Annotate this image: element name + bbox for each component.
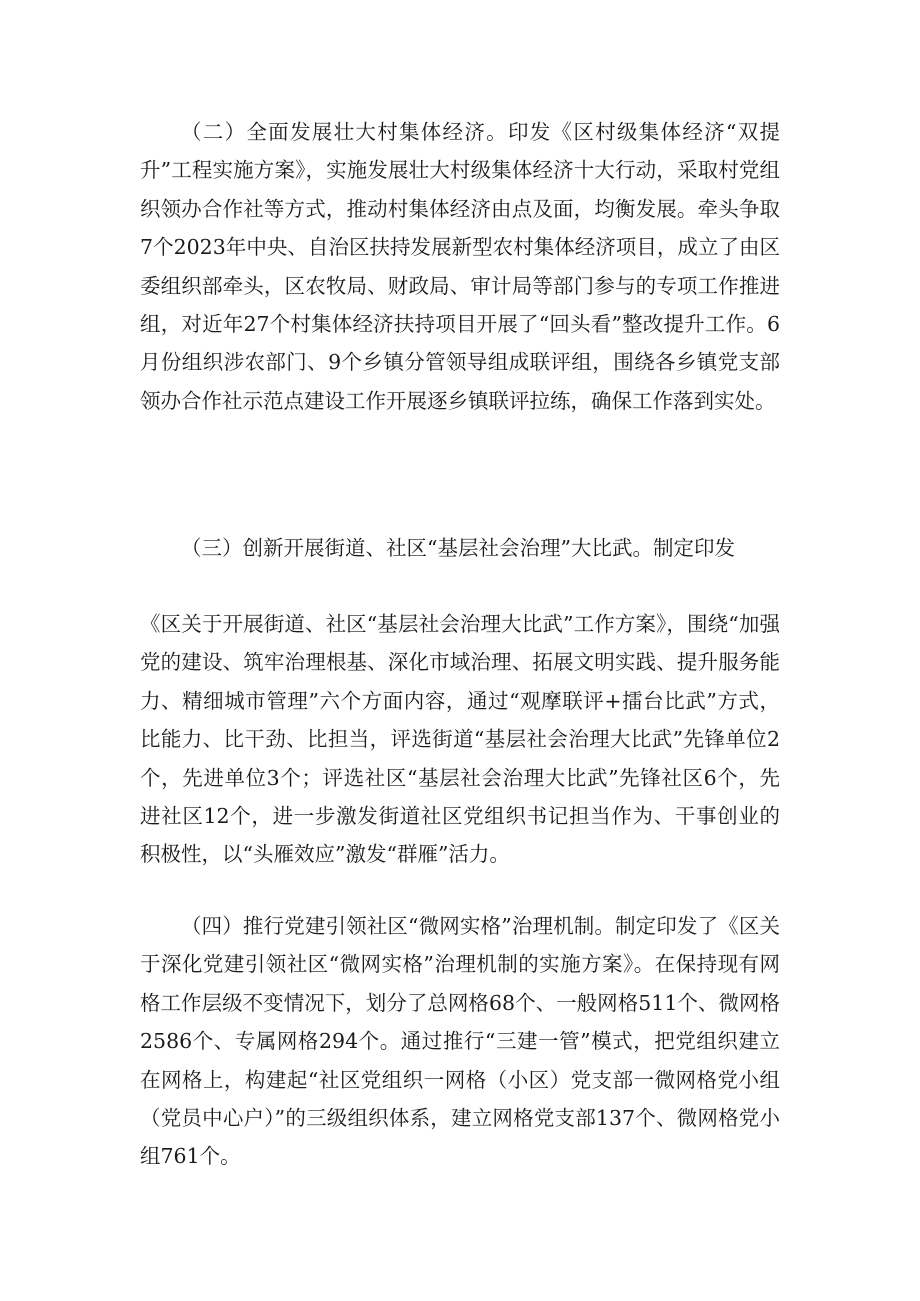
paragraph-collective-economy: （二）全面发展壮大村集体经济。印发《区村级集体经济“双提升”工程实施方案》，实施发展壮大村级集体经济十大行动，采取村党组织领办合作社等方式，推动村集体经济由点及面，均衡发展。牵头争取7个2023年中央、自治区扶持发展新型农村集体经济项目，成立了由区委组织部牵头，区农牧局、财政局、审计局等部门参与的专项工作推进组，对近年27个村集体经济扶持项目开展了“回头看”整改提升工作。6月份组织涉农部门、9个乡镇分管领导组成联评组，围绕各乡镇党支部领办合作社示范点建设工作开展逐乡镇联评拉练，确保工作落到实处。: [140, 120, 780, 413]
paragraph-micro-grid: （四）推行党建引领社区“微网实格”治理机制。制定印发了《区关于深化党建引领社区“微网实格”治理机制的实施方案》。在保持现有网格工作层级不变情况下，划分了总网格68个、一般网格511个、微网格2586个、专属网格294个。通过推行“三建一管”模式，把党组织建立在网格上，构建起“社区党组织一网格（小区）党支部一微网格党小组（党员中心户）”的三级组织体系，建立网格党支部137个、微网格党小组761个。: [140, 914, 780, 1169]
paragraph-governance-heading: （三）创新开展街道、社区“基层社会治理”大比武。制定印发: [181, 536, 735, 560]
paragraph-governance-contest: 《区关于开展街道、社区“基层社会治理大比武”工作方案》，围绕“加强党的建设、筑牢治理根基、深化市域治理、拓展文明实践、提升服务能力、精细城市管理”六个方面内容，通过“观摩联评+擂台比武”方式，比能力、比干劲、比担当，评选街道“基层社会治理大比武”先锋单位2个，先进单位3个；评选社区“基层社会治理大比武”先锋社区6个，先进社区12个，进一步激发街道社区党组织书记担当作为、干事创业的积极性，以“头雁效应”激发“群雁”活力。: [140, 612, 780, 867]
